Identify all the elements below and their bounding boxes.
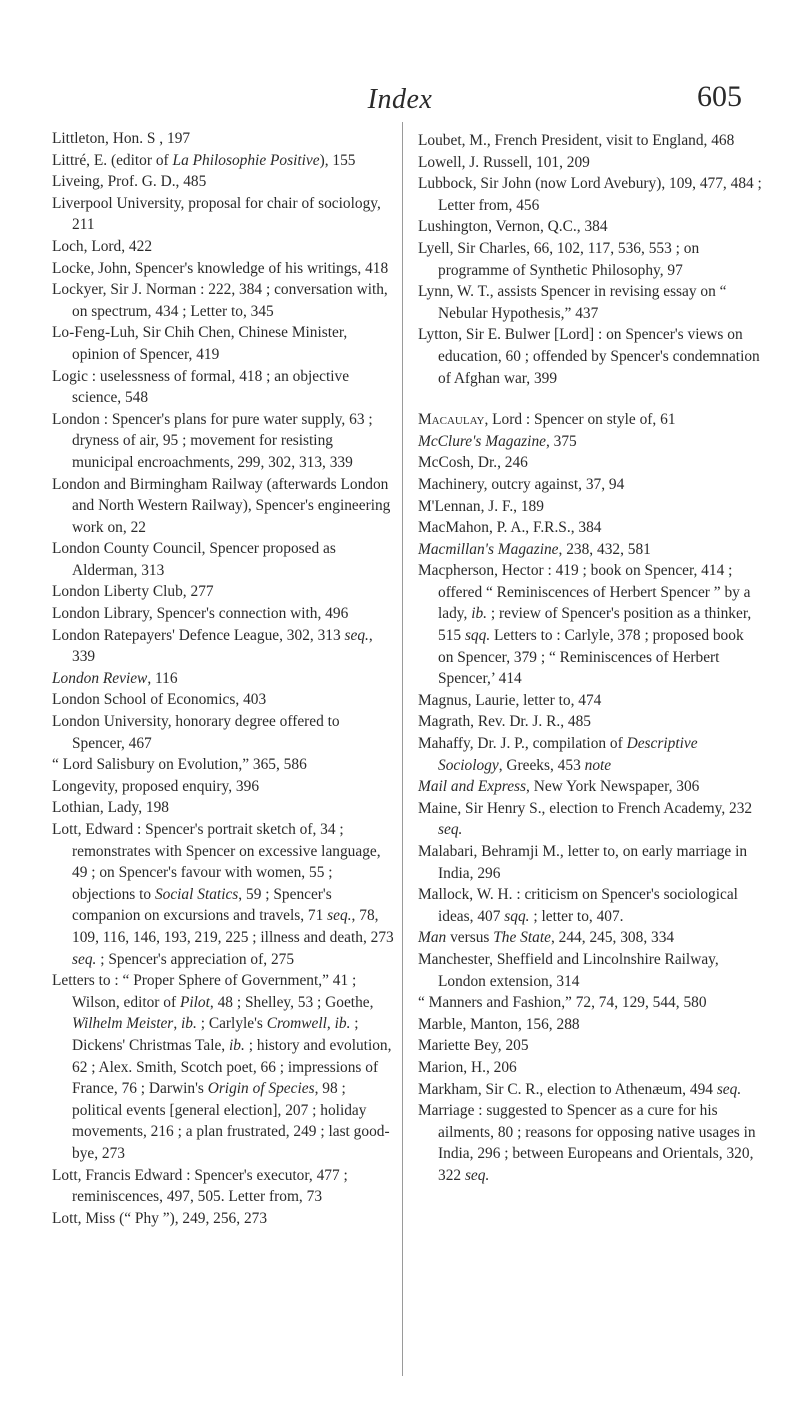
entry-text: ; letter to, 407. <box>529 907 624 925</box>
entry-text: London : Spencer's plans for pure water supply, 63 ; dryness of air, 95 ; movement for resisting municipal encroachments, 299, 302, 313, 339 <box>52 410 373 471</box>
entry-text: Lynn, W. T., assists Spencer in revising essay on “ Nebular Hypothesis,” 437 <box>418 283 727 322</box>
entry-text: , New York Newspaper, 306 <box>526 778 700 796</box>
entry-text: McCosh, Dr., 246 <box>418 454 528 472</box>
entry-text-italic: ib. <box>181 1015 197 1033</box>
entry-text: , 238, 432, 581 <box>558 540 651 558</box>
entry-text-italic: La Philosophie Positive <box>172 151 320 169</box>
entry-text: Lytton, Sir E. Bulwer [Lord] : on Spencer's views on education, 60 ; offended by Spencer's condemnation of Afghan war, 399 <box>418 326 760 387</box>
entry-text: versus <box>446 929 494 947</box>
entry-text: Lott, Edward : Spencer's portrait sketch of, 34 ; remonstrates with Spencer on excessive language, 49 ; on Spencer's favour with women, 55 ; objections to <box>52 821 381 903</box>
entry-text: Littleton, Hon. S , 197 <box>52 130 191 147</box>
entry-text: Letters to : “ Proper Sphere of Government,” 41 ; Wilson, editor of <box>52 972 357 1011</box>
index-entry <box>52 625 396 668</box>
index-entry <box>418 690 762 712</box>
index-entry <box>52 258 396 280</box>
entry-text: M'Lennan, J. F., 189 <box>418 497 544 515</box>
index-entry <box>418 130 762 152</box>
entry-text: , 116 <box>147 669 178 687</box>
entry-text-italic: The State <box>493 929 551 947</box>
index-entry <box>418 1079 762 1101</box>
entry-text: Machinery, outcry against, 37, 94 <box>418 475 625 493</box>
entry-text: , Greeks, 453 <box>498 756 585 774</box>
index-entry <box>418 216 762 238</box>
entry-text: ), 155 <box>319 151 356 169</box>
entry-text: ; Dickens' Christmas Tale, <box>72 1015 359 1054</box>
index-entry <box>418 560 762 690</box>
entry-text: Locke, John, Spencer's knowledge of his writings, 418 <box>52 259 389 277</box>
entry-text-italic: note <box>584 756 612 774</box>
index-entry <box>52 538 396 581</box>
index-entry <box>52 150 396 172</box>
index-entry <box>52 409 396 474</box>
entry-text-italic: seq. <box>344 626 369 644</box>
index-entry <box>418 884 762 927</box>
index-entry <box>52 171 396 193</box>
index-entry <box>418 496 762 518</box>
index-entry <box>52 366 396 409</box>
entry-text: London School of Economics, 403 <box>52 691 267 709</box>
entry-text: Marriage : suggested to Spencer as a cure for his ailments, 80 ; reasons for opposing native usages in India, 296 ; between Europeans and Orientals, 320, 322 <box>418 1102 756 1184</box>
entry-text: ; review of Spencer's position as a thinker, 515 <box>438 605 752 645</box>
index-entry <box>418 1014 762 1036</box>
index-entry <box>418 324 762 389</box>
entry-text: Letters to : Carlyle, 378 ; proposed book on Spencer, 379 ; “ Reminiscences of Herbert Spencer,’ 414 <box>438 627 744 688</box>
entry-text-italic: Macmillan's Magazine <box>418 540 559 558</box>
section-gap <box>418 389 762 409</box>
entry-text-italic: seq. <box>72 950 97 968</box>
entry-text: Loubet, M., French President, visit to England, 468 <box>418 132 735 149</box>
entry-text: Longevity, proposed enquiry, 396 <box>52 777 260 795</box>
page-header <box>0 0 800 120</box>
index-entry <box>418 798 762 841</box>
entry-text: Macaulay <box>418 411 485 429</box>
entry-text: Liverpool University, proposal for chair of sociology, 211 <box>52 194 381 234</box>
entry-text: London Liberty Club, 277 <box>52 583 214 601</box>
entry-text: , 78, 109, 116, 146, 193, 219, 225 ; illness and death, 273 <box>72 907 394 946</box>
entry-text: Lott, Miss (“ Phy ”), 249, 256, 273 <box>52 1209 268 1227</box>
entry-text: Malabari, Behramji M., letter to, on early marriage in India, 296 <box>418 843 748 882</box>
entry-text-italic: ib. <box>334 1015 351 1033</box>
entry-text: Marble, Manton, 156, 288 <box>418 1015 580 1033</box>
index-entry <box>418 474 762 496</box>
entry-text: Magrath, Rev. Dr. J. R., 485 <box>418 713 591 731</box>
index-entry <box>418 841 762 884</box>
entry-text-italic: London Review <box>52 669 148 687</box>
index-entry <box>52 322 396 365</box>
entry-text-italic: Man <box>418 929 447 947</box>
entry-text: Logic : uselessness of formal, 418 ; an objective science, 548 <box>52 367 350 407</box>
entry-text-italic: Origin of Species <box>207 1080 315 1098</box>
entry-text: Magnus, Laurie, letter to, 474 <box>418 691 602 709</box>
entry-text: “ Manners and Fashion,” 72, 74, 129, 544, 580 <box>418 994 707 1012</box>
entry-text-italic: seq. <box>464 1166 490 1184</box>
entry-text: London and Birmingham Railway (afterwards London and North Western Railway), Spencer's engineering work on, 22 <box>52 475 391 536</box>
index-entry <box>52 776 396 798</box>
entry-text-italic: Mail and Express <box>418 778 527 796</box>
index-entry <box>52 689 396 711</box>
index-entry <box>418 992 762 1014</box>
index-entry <box>52 1208 396 1230</box>
entry-text: Liveing, Prof. G. D., 485 <box>52 173 207 191</box>
index-entry <box>418 409 762 431</box>
index-entry <box>52 236 396 258</box>
entry-text-italic: sqq. <box>504 907 530 925</box>
index-entry <box>418 949 762 992</box>
entry-text: Marion, H., 206 <box>418 1058 517 1076</box>
index-entry <box>418 927 762 949</box>
entry-text: Lo-Feng-Luh, Sir Chih Chen, Chinese Minister, opinion of Spencer, 419 <box>52 324 348 363</box>
entry-text: London Ratepayers' Defence League, 302, 313 <box>52 626 345 644</box>
entry-text-italic: Cromwell <box>266 1015 327 1033</box>
entry-text: Mallock, W. H. : criticism on Spencer's sociological ideas, 407 <box>418 886 738 925</box>
index-entry <box>52 668 396 690</box>
index-entry <box>418 152 762 174</box>
entry-text: ; Carlyle's <box>196 1015 267 1033</box>
index-entry <box>418 776 762 798</box>
entry-text-italic: Descriptive Sociology <box>438 735 698 774</box>
entry-text: MacMahon, P. A., F.R.S., 384 <box>418 519 602 537</box>
index-entry <box>52 581 396 603</box>
entry-text: Mahaffy, Dr. J. P., compilation of <box>418 735 627 753</box>
index-entry <box>418 733 762 776</box>
entry-text: , 98 ; political events [general election], 207 ; holiday movements, 216 ; a plan frustrated, 249 ; last good-bye, 273 <box>72 1080 390 1162</box>
entry-text-italic: sqq. <box>464 627 491 645</box>
entry-text: , 59 ; Spencer's companion on excursions and travels, 71 <box>72 885 332 925</box>
entry-text: Markham, Sir C. R., election to Athenæum, 494 <box>418 1080 717 1098</box>
index-entry <box>418 1100 762 1186</box>
index-entry <box>418 238 762 281</box>
entry-text-italic: Wilhelm Meister <box>72 1015 174 1033</box>
entry-text: , 339 <box>72 626 373 666</box>
entry-text: Lockyer, Sir J. Norman : 222, 384 ; conversation with, on spectrum, 434 ; Letter to, 345 <box>52 281 388 320</box>
entry-text: Lyell, Sir Charles, 66, 102, 117, 536, 553 ; on programme of Synthetic Philosophy, 97 <box>418 239 700 279</box>
entry-text-italic: seq. <box>438 821 463 839</box>
entry-text: ; Spencer's appreciation of, 275 <box>96 950 295 968</box>
index-entry <box>418 431 762 453</box>
entry-text-italic: seq. <box>327 907 352 925</box>
index-entry <box>418 281 762 324</box>
index-column-left <box>52 128 396 1229</box>
index-entry <box>52 474 396 539</box>
entry-text: , Lord : Spencer on style of, 61 <box>484 411 676 429</box>
entry-text: Maine, Sir Henry S., election to French Academy, 232 <box>418 799 753 817</box>
entry-text-italic: McClure's Magazine <box>418 432 546 450</box>
entry-text: “ Lord Salisbury on Evolution,” 365, 586 <box>52 756 307 774</box>
entry-text: Manchester, Sheffield and Lincolnshire Railway, London extension, 314 <box>418 950 719 990</box>
index-entry <box>418 539 762 561</box>
index-entry <box>418 173 762 216</box>
index-entry <box>52 603 396 625</box>
index-entry <box>418 517 762 539</box>
entry-text: Macpherson, Hector : 419 ; book on Spencer, 414 ; offered “ Reminiscences of Herbert Spencer ” by a lady, <box>418 562 751 623</box>
entry-text: Lubbock, Sir John (now Lord Avebury), 109, 477, 484 ; Letter from, 456 <box>418 175 762 214</box>
entry-text-italic: seq. <box>716 1080 742 1098</box>
entry-text: , <box>173 1015 182 1033</box>
index-entry <box>52 279 396 322</box>
entry-text-italic: Social Statics <box>154 885 239 903</box>
index-entry <box>52 128 396 150</box>
entry-text: Lushington, Vernon, Q.C., 384 <box>418 218 608 236</box>
index-entry <box>52 193 396 236</box>
index-entry <box>418 1035 762 1057</box>
index-entry <box>52 711 396 754</box>
index-entry <box>52 819 396 970</box>
entry-text: London Library, Spencer's connection with, 496 <box>52 605 349 623</box>
entry-text-italic: Pilot <box>179 993 210 1011</box>
index-entry <box>52 1165 396 1208</box>
index-entry <box>52 754 396 776</box>
entry-text: , <box>326 1015 335 1033</box>
entry-text: , 375 <box>545 432 577 450</box>
page-number: 605 <box>697 80 742 113</box>
entry-text: Lowell, J. Russell, 101, 209 <box>418 153 590 171</box>
entry-text: London University, honorary degree offered to Spencer, 467 <box>52 713 340 752</box>
entry-text-italic: ib. <box>471 605 488 623</box>
index-entry <box>418 452 762 474</box>
entry-text: ; history and evolution, 62 ; Alex. Smith, Scotch poet, 66 ; impressions of France, 76 ; Darwin's <box>72 1036 392 1098</box>
entry-text: Lothian, Lady, 198 <box>52 799 169 817</box>
entry-text: London County Council, Spencer proposed as Alderman, 313 <box>52 540 336 579</box>
page-title: Index <box>367 84 433 115</box>
index-entry <box>52 970 396 1164</box>
entry-text: Littré, E. (editor of <box>52 151 173 169</box>
index-entry <box>52 797 396 819</box>
index-entry <box>418 711 762 733</box>
index-entry <box>418 1057 762 1079</box>
column-divider <box>402 122 403 1376</box>
entry-text: Lott, Francis Edward : Spencer's executor, 477 ; reminiscences, 497, 505. Letter from, 73 <box>52 1166 348 1206</box>
entry-text-italic: ib. <box>229 1036 245 1054</box>
entry-text: , 244, 245, 308, 334 <box>550 929 675 947</box>
entry-text: Mariette Bey, 205 <box>418 1037 529 1055</box>
entry-text: Loch, Lord, 422 <box>52 237 153 255</box>
index-column-right <box>418 130 762 1187</box>
entry-text: , 48 ; Shelley, 53 ; Goethe, <box>209 993 374 1011</box>
